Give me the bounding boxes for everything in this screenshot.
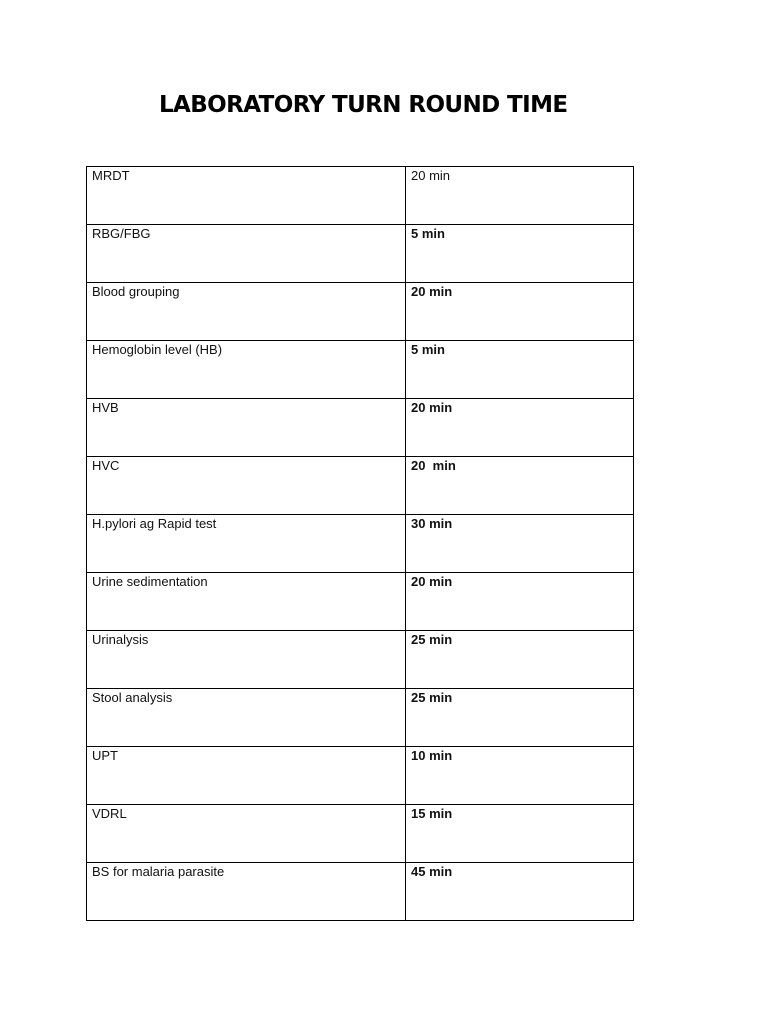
test-name-cell: RBG/FBG: [87, 225, 406, 283]
turnaround-time-cell: 20 min: [406, 167, 634, 225]
test-name-cell: HVB: [87, 399, 406, 457]
test-name-cell: Blood grouping: [87, 283, 406, 341]
table-row: [87, 631, 634, 689]
table-row: [87, 689, 634, 747]
test-name-cell: MRDT: [87, 167, 406, 225]
table-row: [87, 863, 634, 921]
table-row: [87, 167, 634, 225]
test-name-cell: Urine sedimentation: [87, 573, 406, 631]
turnaround-table-body: [87, 167, 634, 921]
turnaround-time-cell: 20 min: [406, 399, 634, 457]
table-row: [87, 341, 634, 399]
turnaround-time-cell: 20 min: [406, 573, 634, 631]
test-name-cell: Hemoglobin level (HB): [87, 341, 406, 399]
table-row: [87, 515, 634, 573]
table-row: [87, 399, 634, 457]
turnaround-time-cell: 25 min: [406, 631, 634, 689]
turnaround-time-cell: 30 min: [406, 515, 634, 573]
turnaround-time-cell: 20 min: [406, 457, 634, 515]
turnaround-time-cell: 10 min: [406, 747, 634, 805]
test-name-cell: Urinalysis: [87, 631, 406, 689]
turnaround-time-cell: 15 min: [406, 805, 634, 863]
test-name-cell: UPT: [87, 747, 406, 805]
table-row: [87, 573, 634, 631]
test-name-cell: HVC: [87, 457, 406, 515]
test-name-cell: Stool analysis: [87, 689, 406, 747]
turnaround-table: [86, 166, 634, 921]
table-row: [87, 283, 634, 341]
table-row: [87, 805, 634, 863]
test-name-cell: VDRL: [87, 805, 406, 863]
test-name-cell: H.pylori ag Rapid test: [87, 515, 406, 573]
turnaround-time-cell: 20 min: [406, 283, 634, 341]
turnaround-time-cell: 25 min: [406, 689, 634, 747]
table-row: [87, 747, 634, 805]
turnaround-time-cell: 5 min: [406, 341, 634, 399]
table-row: [87, 457, 634, 515]
turnaround-time-cell: 5 min: [406, 225, 634, 283]
table-row: [87, 225, 634, 283]
page-title: LABORATORY TURN ROUND TIME: [159, 92, 568, 118]
test-name-cell: BS for malaria parasite: [87, 863, 406, 921]
turnaround-time-cell: 45 min: [406, 863, 634, 921]
